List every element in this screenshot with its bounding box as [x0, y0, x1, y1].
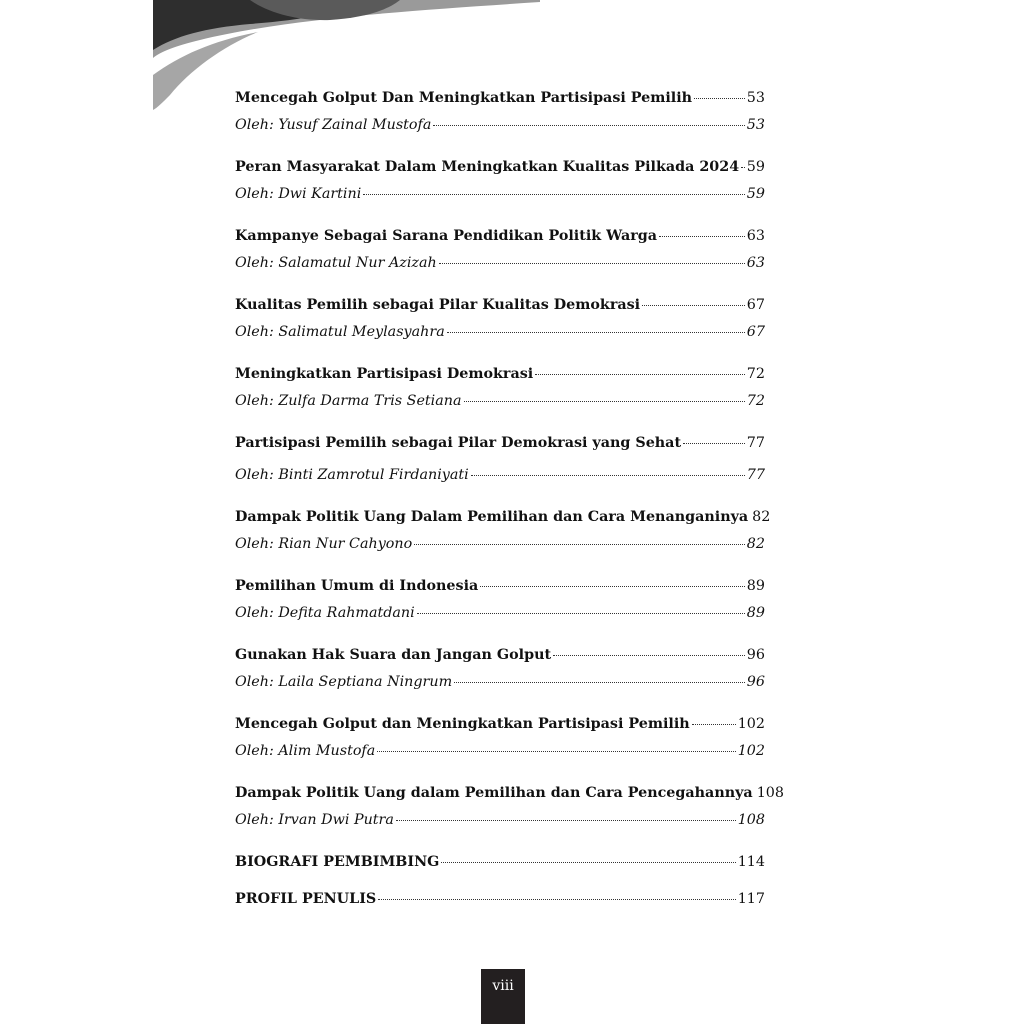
toc-author-row[interactable]: [235, 114, 765, 136]
toc-page-number: 63: [746, 228, 765, 244]
dot-leader: [441, 862, 735, 863]
table-of-contents: [235, 87, 784, 925]
toc-author-row[interactable]: [235, 602, 765, 624]
toc-title-row[interactable]: [235, 363, 765, 385]
toc-page-number: 102: [737, 743, 765, 759]
toc-entry: [235, 432, 765, 486]
toc-title: Mencegah Golput Dan Meningkatkan Partisipasi Pemilih: [235, 90, 693, 106]
dot-leader: [535, 374, 745, 375]
toc-entry: [235, 782, 784, 831]
toc-page-number: 96: [746, 647, 765, 663]
toc-author: Oleh: Salamatul Nur Azizah: [235, 255, 437, 271]
toc-author: Oleh: Rian Nur Cahyono: [235, 536, 413, 552]
toc-title: Pemilihan Umum di Indonesia: [235, 578, 479, 594]
toc-title: Meningkatkan Partisipasi Demokrasi: [235, 366, 534, 382]
toc-author-row[interactable]: [235, 533, 765, 555]
toc-title-row[interactable]: [235, 506, 771, 528]
toc-entry: [235, 644, 765, 693]
toc-title: Peran Masyarakat Dalam Meningkatkan Kualitas Pilkada 2024: [235, 159, 740, 175]
toc-title-row[interactable]: [235, 225, 765, 247]
toc-page-number: 82: [746, 536, 765, 552]
toc-entry: [235, 225, 765, 274]
toc-page-number: 72: [746, 366, 765, 382]
toc-page-number: 117: [737, 891, 765, 907]
toc-author-row[interactable]: [235, 252, 765, 274]
toc-author-row[interactable]: [235, 671, 765, 693]
toc-entry: [235, 575, 765, 624]
toc-author-row[interactable]: [235, 321, 765, 343]
toc-entry: [235, 713, 765, 762]
dot-leader: [414, 544, 745, 545]
toc-page-number: 77: [746, 467, 765, 483]
toc-title-row[interactable]: [235, 713, 765, 735]
toc-page-number: 89: [746, 578, 765, 594]
toc-page-number: 53: [746, 90, 765, 106]
dot-leader: [692, 724, 736, 725]
toc-author-row[interactable]: [235, 464, 765, 486]
dot-leader: [553, 655, 745, 656]
dot-leader: [642, 305, 745, 306]
toc-title: Kualitas Pemilih sebagai Pilar Kualitas Demokrasi: [235, 297, 641, 313]
toc-title-row[interactable]: [235, 432, 765, 454]
toc-page-number: 82: [752, 509, 771, 525]
toc-page-number: 108: [756, 785, 784, 801]
dot-leader: [659, 236, 745, 237]
toc-title: Gunakan Hak Suara dan Jangan Golput: [235, 647, 552, 663]
toc-title-row[interactable]: [235, 294, 765, 316]
dot-leader: [396, 820, 736, 821]
toc-title-row[interactable]: [235, 782, 784, 804]
toc-author-row[interactable]: [235, 183, 765, 205]
toc-author-row[interactable]: [235, 740, 765, 762]
toc-author: Oleh: Laila Septiana Ningrum: [235, 674, 453, 690]
page-number: viii: [492, 978, 514, 994]
toc-author-row[interactable]: [235, 390, 765, 412]
toc-section-row[interactable]: [235, 851, 765, 873]
toc-author-row[interactable]: [235, 809, 765, 831]
toc-entry: [235, 294, 765, 343]
toc-section-title: PROFIL PENULIS: [235, 891, 377, 907]
toc-entry: [235, 363, 765, 412]
toc-author: Oleh: Binti Zamrotul Firdaniyati: [235, 467, 469, 483]
toc-title: Dampak Politik Uang Dalam Pemilihan dan Cara Menanganinya: [235, 509, 749, 525]
toc-title-row[interactable]: [235, 644, 765, 666]
toc-section-title: BIOGRAFI PEMBIMBING: [235, 854, 440, 870]
toc-section-row[interactable]: [235, 888, 765, 910]
toc-page-number: 59: [746, 186, 765, 202]
dot-leader: [447, 332, 745, 333]
toc-author: Oleh: Salimatul Meylasyahra: [235, 324, 445, 340]
toc-entry: [235, 506, 771, 555]
toc-author: Oleh: Zulfa Darma Tris Setiana: [235, 393, 462, 409]
toc-page-number: 67: [746, 324, 765, 340]
dot-leader: [694, 98, 745, 99]
toc-author: Oleh: Dwi Kartini: [235, 186, 362, 202]
toc-page-number: 114: [737, 854, 765, 870]
toc-author: Oleh: Defita Rahmatdani: [235, 605, 415, 621]
dot-leader: [433, 125, 744, 126]
dot-leader: [741, 167, 745, 168]
toc-page-number: 59: [746, 159, 765, 175]
toc-entry: [235, 156, 765, 205]
toc-title: Kampanye Sebagai Sarana Pendidikan Politik Warga: [235, 228, 658, 244]
toc-page-number: 72: [746, 393, 765, 409]
toc-author: Oleh: Irvan Dwi Putra: [235, 812, 394, 828]
toc-author: Oleh: Alim Mustofa: [235, 743, 376, 759]
toc-title: Mencegah Golput dan Meningkatkan Partisipasi Pemilih: [235, 716, 690, 732]
toc-page-number: 53: [746, 117, 765, 133]
toc-title: Partisipasi Pemilih sebagai Pilar Demokrasi yang Sehat: [235, 435, 682, 451]
toc-page-number: 67: [746, 297, 765, 313]
toc-title-row[interactable]: [235, 87, 765, 109]
toc-page-number: 63: [746, 255, 765, 271]
toc-section: [235, 888, 765, 910]
toc-section: [235, 851, 765, 873]
dot-leader: [377, 751, 735, 752]
dot-leader: [378, 899, 736, 900]
page-number-tab: [481, 969, 525, 1024]
dot-leader: [480, 586, 745, 587]
dot-leader: [683, 443, 745, 444]
toc-title: Dampak Politik Uang dalam Pemilihan dan Cara Pencegahannya: [235, 785, 753, 801]
dot-leader: [454, 682, 745, 683]
dot-leader: [417, 613, 745, 614]
toc-page-number: 77: [746, 435, 765, 451]
dot-leader: [363, 194, 745, 195]
toc-title-row[interactable]: [235, 156, 765, 178]
dot-leader: [439, 263, 745, 264]
toc-page-number: 102: [737, 716, 765, 732]
dot-leader: [471, 475, 745, 476]
toc-author: Oleh: Yusuf Zainal Mustofa: [235, 117, 432, 133]
toc-page-number: 89: [746, 605, 765, 621]
dot-leader: [464, 401, 745, 402]
toc-title-row[interactable]: [235, 575, 765, 597]
toc-page-number: 96: [746, 674, 765, 690]
toc-page-number: 108: [737, 812, 765, 828]
toc-entry: [235, 87, 765, 136]
